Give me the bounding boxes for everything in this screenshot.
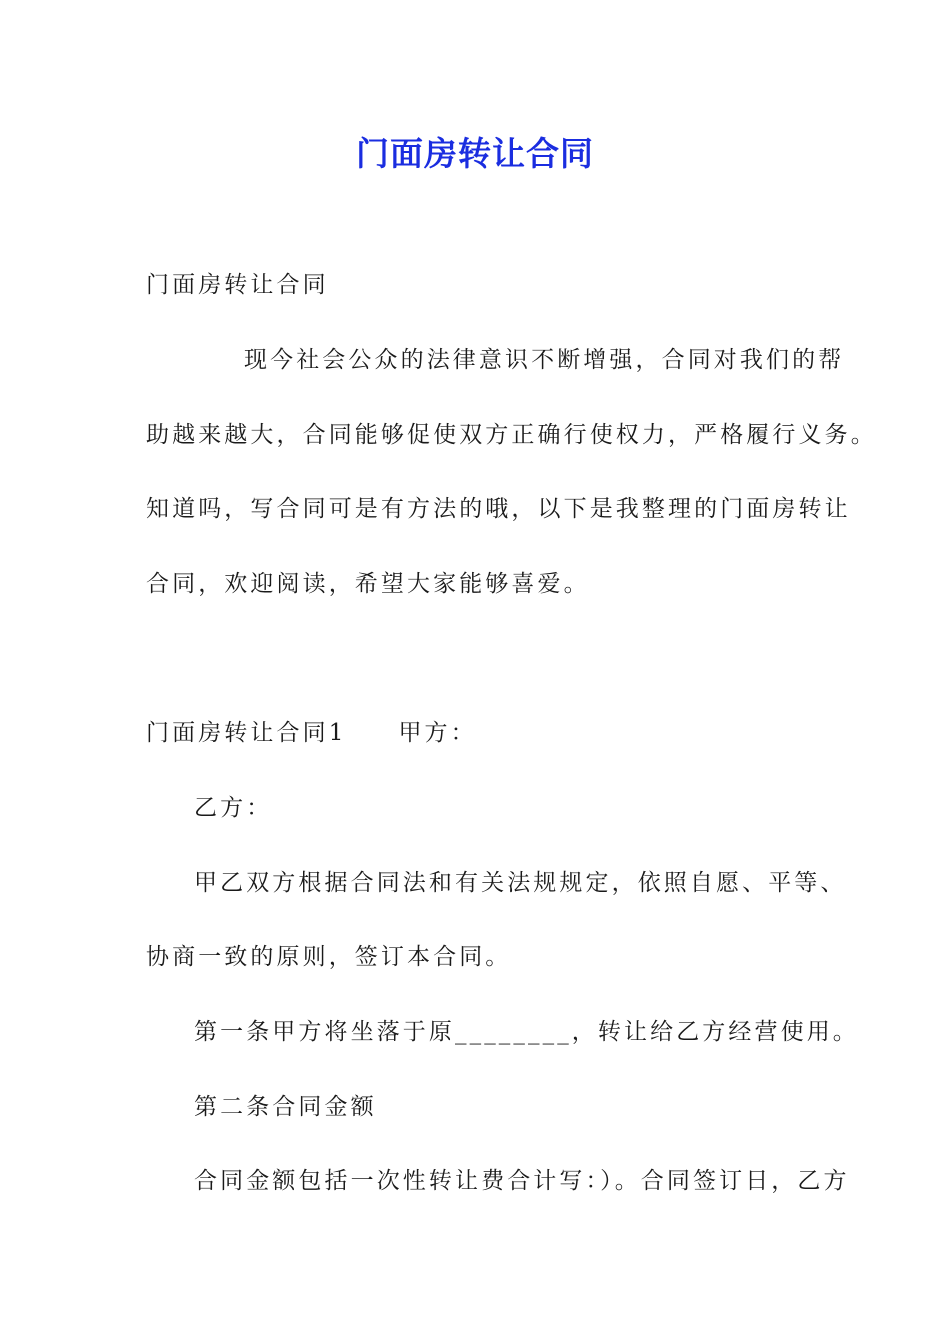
intro-line-3: 知道吗，写合同可是有方法的哦，以下是我整理的门面房转让 (146, 496, 851, 522)
intro-line-2: 助越来越大，合同能够促使双方正确行使权力，严格履行义务。 (146, 422, 877, 448)
article-2-text: 合同金额包括一次性转让费合计写：）。合同签订日，乙方 (194, 1168, 850, 1194)
contract1-heading: 门面房转让合同1 (146, 720, 347, 746)
party-a-label: 甲方： (398, 720, 477, 746)
principle-line-1: 甲乙双方根据合同法和有关法规规定，依照自愿、平等、 (194, 870, 847, 896)
document-title: 门面房转让合同 (356, 134, 594, 173)
article-2-heading: 第二条合同金额 (194, 1094, 377, 1120)
intro-line-4: 合同，欢迎阅读，希望大家能够喜爱。 (146, 571, 590, 597)
intro-line-1: 现今社会公众的法律意识不断增强，合同对我们的帮 (244, 347, 845, 373)
party-b-label: 乙方： (194, 795, 273, 821)
principle-line-2: 协商一致的原则，签订本合同。 (146, 944, 512, 970)
document-subtitle: 门面房转让合同 (146, 272, 329, 298)
contract-heading-line (146, 718, 477, 748)
article-1: 第一条甲方将坐落于原________，转让给乙方经营使用。 (194, 1019, 859, 1045)
